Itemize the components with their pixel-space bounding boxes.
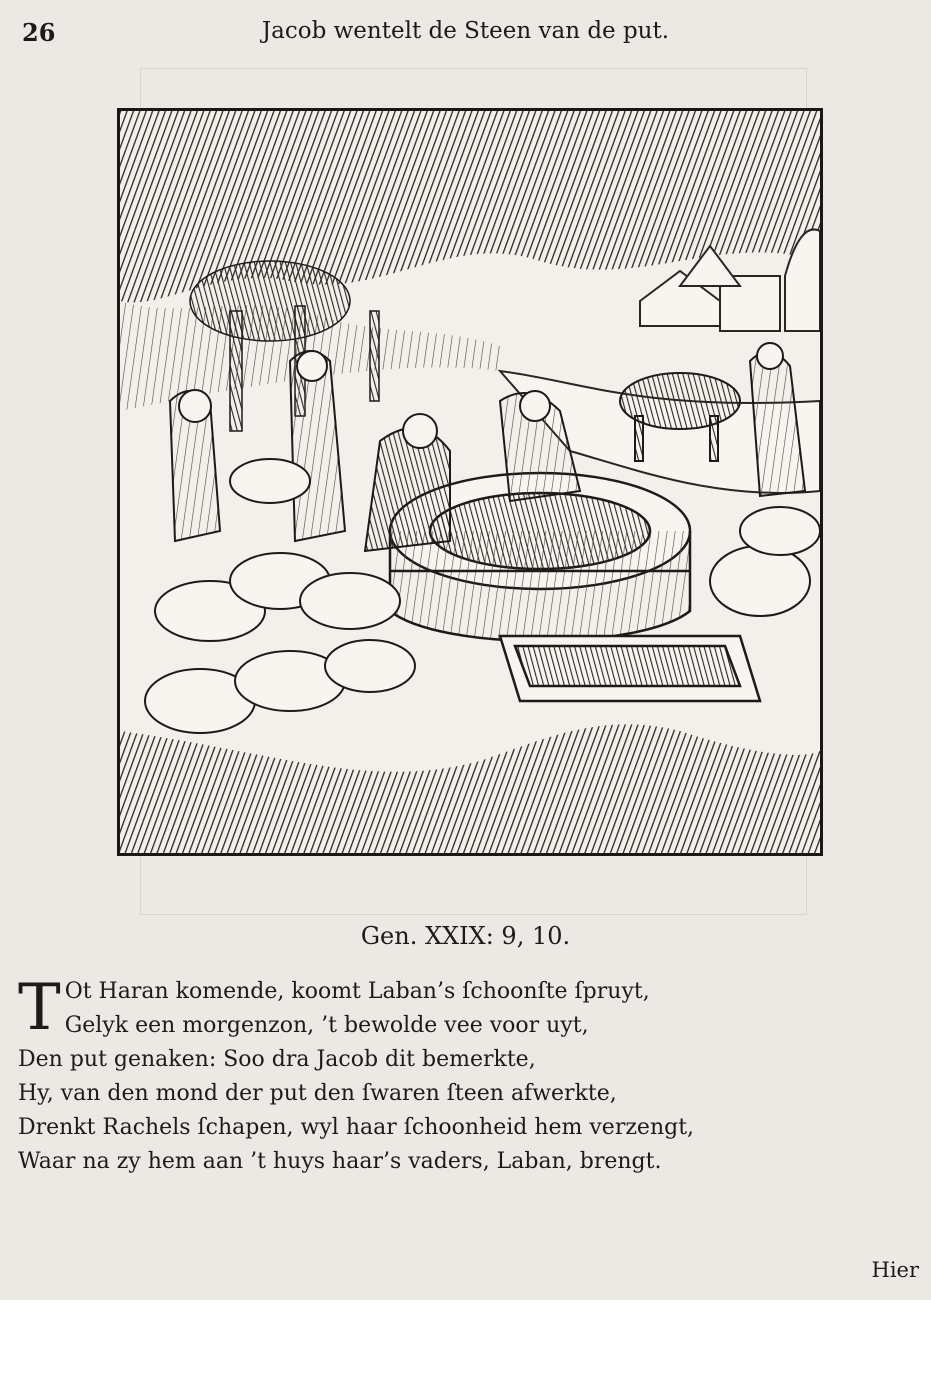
running-title: Jacob wentelt de Steen van de put. [261, 18, 670, 44]
bible-reference: Gen. XXIX: 9, 10. [360, 922, 571, 950]
page-number: 26 [22, 18, 56, 47]
verse-block [18, 971, 918, 1179]
verse-line: Den put genaken: Soo dra Jacob dit bemerkte, [18, 1047, 536, 1072]
catchword: Hier [871, 1258, 919, 1282]
verse-line: Waar na zy hem aan ’t huys haar’s vaders, Laban, brengt. [18, 1149, 662, 1174]
drop-cap: T [18, 971, 61, 1045]
woodcut-scene [120, 111, 820, 853]
verse-line: Hy, van den mond der put den ſwaren ſteen afwerkte, [18, 1081, 617, 1106]
verse-line: Drenkt Rachels ſchapen, wyl haar ſchoonheid hem verzengt, [18, 1115, 695, 1140]
trough [500, 636, 760, 701]
verse-line: Gelyk een morgenzon, ’t bewolde vee voor uyt, [64, 1013, 589, 1038]
verse-line: Ot Haran komende, koomt Laban’s ſchoonſte ſpruyt, [64, 979, 650, 1004]
woodcut-illustration [117, 108, 823, 856]
bottom-margin [0, 1300, 931, 1390]
